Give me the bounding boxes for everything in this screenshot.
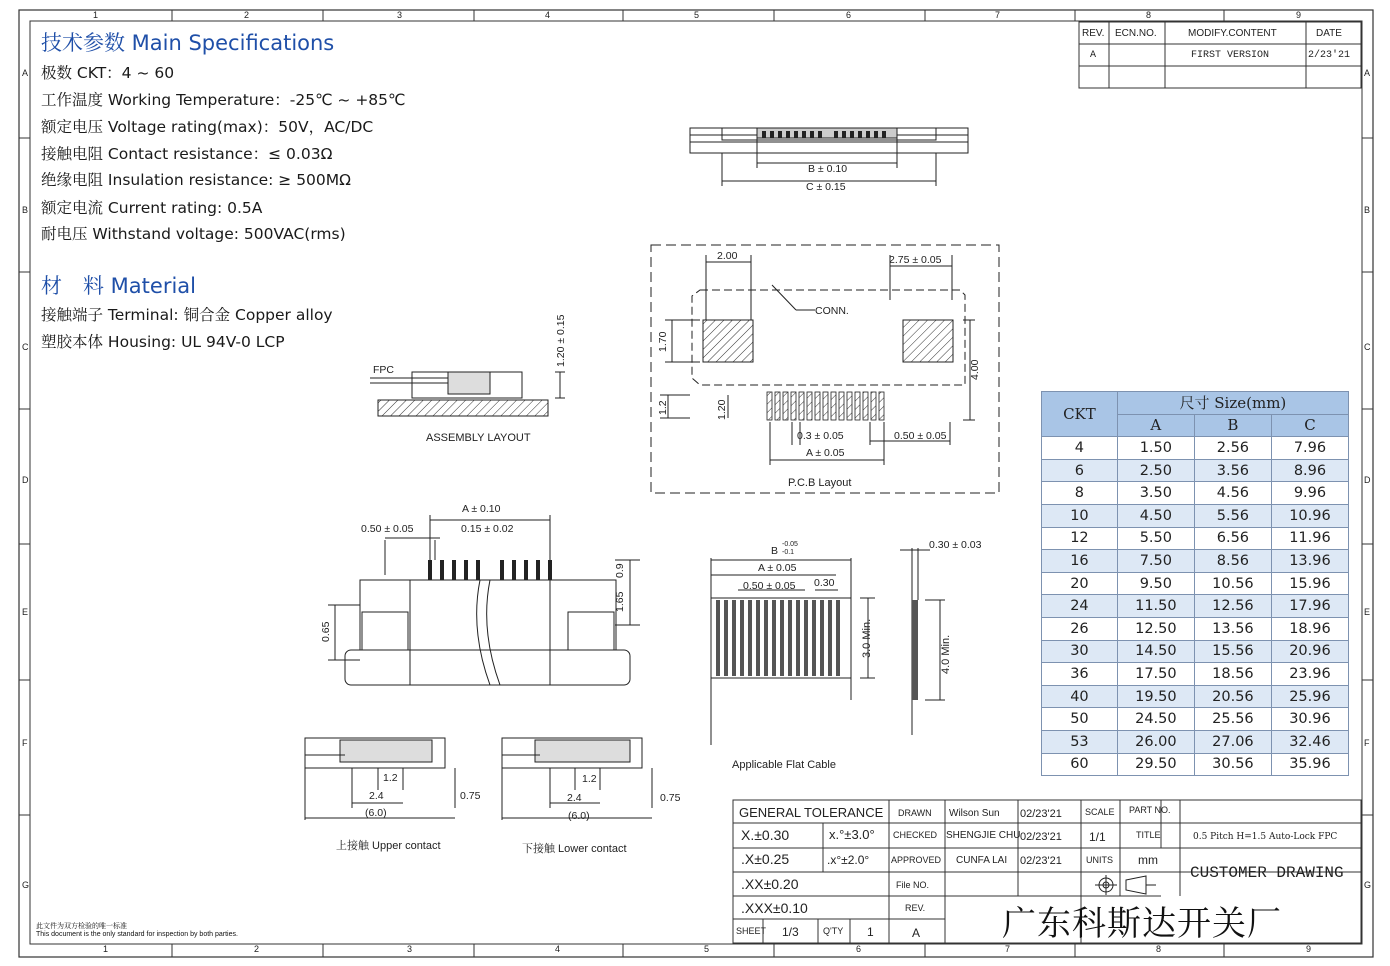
material-line-terminal: 接触端子 Terminal: 铜合金 Copper alloy — [41, 306, 333, 324]
size-table-ckt-cell: 40 — [1042, 685, 1118, 708]
cable-dim-b-tol-down: -0.1 — [782, 549, 795, 556]
zone-label-right-f: F — [1364, 738, 1370, 748]
size-table-value-cell: 8.56 — [1194, 550, 1271, 573]
size-table-value-cell: 20.96 — [1271, 640, 1348, 663]
size-table-value-cell: 2.50 — [1117, 459, 1194, 482]
material-title: 材 料 Material — [41, 274, 196, 298]
scale-value: 1/1 — [1089, 830, 1106, 844]
zone-label-bottom-6: 6 — [856, 944, 862, 954]
zone-label-left-a: A — [22, 68, 29, 78]
upper-dim-1-2: 1.2 — [383, 772, 398, 784]
zone-label-left-f: F — [22, 738, 28, 748]
approved-name: CUNFA LAI — [956, 855, 1008, 866]
size-table — [1041, 391, 1349, 776]
size-table-value-cell: 20.56 — [1194, 685, 1271, 708]
spec-line-current: 额定电流 Current rating: 0.5A — [41, 199, 263, 217]
size-table-value-cell: 32.46 — [1271, 730, 1348, 753]
size-table-row — [1042, 685, 1349, 708]
size-table-col-a: A — [1117, 414, 1194, 437]
size-table-row — [1042, 504, 1349, 527]
zone-label-bottom-8: 8 — [1156, 944, 1162, 954]
spec-line-voltage: 额定电压 Voltage rating(max)：50V，AC/DC — [41, 118, 374, 136]
tolerance-x2: .XX±0.20 — [741, 876, 799, 892]
size-table-value-cell: 26.00 — [1117, 730, 1194, 753]
top-view-drawing — [690, 128, 968, 186]
pcb-dim-1-70: 1.70 — [657, 331, 669, 352]
pcb-dim-2-75: 2.75 ± 0.05 — [889, 254, 942, 266]
zone-label-right-b: B — [1364, 205, 1371, 215]
size-table-value-cell: 4.56 — [1194, 482, 1271, 505]
drawing-title: 0.5 Pitch H=1.5 Auto-Lock FPC — [1193, 832, 1338, 842]
size-table-value-cell: 8.96 — [1271, 459, 1348, 482]
pcb-dim-pad-width: 0.3 ± 0.05 — [797, 430, 844, 442]
front-dim-1-65: 1.65 — [614, 591, 626, 612]
size-table-value-cell: 35.96 — [1271, 753, 1348, 776]
zone-label-top-5: 5 — [694, 10, 700, 20]
size-table-value-cell: 19.50 — [1117, 685, 1194, 708]
material-line-housing: 塑胶本体 Housing: UL 94V-0 LCP — [41, 333, 285, 351]
pcb-dim-a: A ± 0.05 — [806, 447, 845, 459]
zone-label-bottom-3: 3 — [407, 944, 413, 954]
size-table-value-cell: 9.96 — [1271, 482, 1348, 505]
checked-date: 02/23'21 — [1020, 831, 1062, 843]
size-table-row — [1042, 550, 1349, 573]
cable-dim-4-min: 4.0 Min. — [940, 634, 952, 674]
drawn-label: DRAWN — [898, 808, 932, 818]
rev-value: A — [912, 926, 921, 940]
size-table-value-cell: 3.50 — [1117, 482, 1194, 505]
zone-label-right-d: D — [1364, 475, 1371, 485]
checked-name: SHENGJIE CHU — [946, 830, 1021, 841]
size-table-ckt-header: CKT — [1042, 392, 1118, 437]
zone-label-bottom-4: 4 — [555, 944, 561, 954]
zone-label-left-b: B — [22, 205, 29, 215]
assembly-fpc-label: FPC — [373, 364, 394, 376]
sheet-value: 1/3 — [782, 925, 799, 939]
size-table-row — [1042, 459, 1349, 482]
spec-line-temperature: 工作温度 Working Temperature：-25℃ ~ +85℃ — [41, 91, 406, 109]
footer-note-en: This document is the only standard for inspection by both parties. — [36, 931, 238, 938]
size-table-value-cell: 30.56 — [1194, 753, 1271, 776]
size-table-value-cell: 13.56 — [1194, 617, 1271, 640]
rev-row-date: 2/23'21 — [1308, 50, 1351, 61]
size-table-value-cell: 17.96 — [1271, 595, 1348, 618]
footer-note-cn: 此文件为双方检验的唯一标准 — [36, 923, 127, 930]
front-dim-width: 0.15 ± 0.02 — [461, 523, 514, 535]
size-table-value-cell: 18.56 — [1194, 663, 1271, 686]
upper-dim-0-75: 0.75 — [460, 790, 481, 802]
size-table-value-cell: 11.96 — [1271, 527, 1348, 550]
size-table-value-cell: 11.50 — [1117, 595, 1194, 618]
zone-label-right-c: C — [1364, 342, 1371, 352]
size-table-row — [1042, 482, 1349, 505]
size-table-value-cell: 7.96 — [1271, 437, 1348, 460]
zone-label-left-c: C — [22, 342, 29, 352]
size-table-row — [1042, 527, 1349, 550]
tolerance-x3: .XXX±0.10 — [741, 900, 808, 916]
size-table-value-cell: 5.56 — [1194, 504, 1271, 527]
zone-label-right-g: G — [1364, 880, 1372, 890]
rev-header-ecn: ECN.NO. — [1115, 28, 1157, 39]
rev-label: REV. — [905, 903, 926, 913]
checked-label: CHECKED — [893, 830, 938, 840]
general-tolerance-label: GENERAL TOLERANCE — [739, 805, 884, 820]
tolerance-x1: .X±0.25 — [741, 851, 790, 867]
file-no-label: File NO. — [896, 880, 930, 890]
size-table-value-cell: 25.96 — [1271, 685, 1348, 708]
drawn-date: 02/23'21 — [1020, 808, 1062, 820]
size-table-ckt-cell: 10 — [1042, 504, 1118, 527]
spec-line-ckt: 极数 CKT：4 ~ 60 — [41, 64, 175, 82]
cable-conductors — [716, 600, 918, 700]
lower-dim-2-4: 2.4 — [567, 792, 582, 804]
size-table-value-cell: 14.50 — [1117, 640, 1194, 663]
size-table-value-cell: 6.56 — [1194, 527, 1271, 550]
upper-dim-6-0: (6.0) — [365, 807, 387, 819]
rev-row-content: FIRST VERSION — [1191, 50, 1270, 61]
size-table-ckt-cell: 26 — [1042, 617, 1118, 640]
size-table-row — [1042, 730, 1349, 753]
units-value: mm — [1138, 853, 1158, 867]
qty-label: Q'TY — [823, 926, 844, 936]
front-dim-0-65: 0.65 — [320, 621, 332, 642]
size-table-value-cell: 23.96 — [1271, 663, 1348, 686]
assembly-height-dim: 1.20 ± 0.15 — [555, 314, 567, 367]
size-table-value-cell: 2.56 — [1194, 437, 1271, 460]
qty-value: 1 — [867, 925, 874, 939]
title-label: TITLE — [1136, 830, 1161, 840]
size-table-ckt-cell: 16 — [1042, 550, 1118, 573]
zone-label-bottom-1: 1 — [103, 944, 109, 954]
size-table-row — [1042, 617, 1349, 640]
top-view-b-dim: B ± 0.10 — [808, 163, 848, 175]
zone-label-top-4: 4 — [545, 10, 551, 20]
front-dim-pitch: 0.50 ± 0.05 — [361, 523, 414, 535]
size-table-value-cell: 12.50 — [1117, 617, 1194, 640]
lower-contact-drawing — [502, 738, 652, 820]
size-table-value-cell: 3.56 — [1194, 459, 1271, 482]
approved-date: 02/23'21 — [1020, 855, 1062, 867]
spec-line-withstand: 耐电压 Withstand voltage: 500VAC(rms) — [41, 225, 346, 243]
zone-label-right-e: E — [1364, 607, 1371, 617]
drawn-name: Wilson Sun — [949, 808, 1000, 819]
upper-caption: 上接触 Upper contact — [336, 840, 441, 852]
approved-label: APPROVED — [891, 855, 942, 865]
front-view-drawing — [328, 515, 640, 685]
size-table-row — [1042, 663, 1349, 686]
lower-dim-1-2: 1.2 — [582, 773, 597, 785]
assembly-caption: ASSEMBLY LAYOUT — [426, 432, 531, 444]
spec-line-contact-resistance: 接触电阻 Contact resistance：≤ 0.03Ω — [41, 145, 333, 163]
pcb-conn-label: CONN. — [815, 305, 849, 317]
size-table-row — [1042, 572, 1349, 595]
size-table-value-cell: 4.50 — [1117, 504, 1194, 527]
size-table-value-cell: 13.96 — [1271, 550, 1348, 573]
specs-title: 技术参数 Main Specifications — [41, 31, 335, 55]
projection-symbol — [1095, 875, 1156, 895]
scale-label: SCALE — [1085, 807, 1115, 817]
zone-label-top-9: 9 — [1296, 10, 1302, 20]
front-dim-0-9: 0.9 — [614, 563, 626, 578]
size-table-ckt-cell: 20 — [1042, 572, 1118, 595]
lower-dim-0-75: 0.75 — [660, 792, 681, 804]
cable-dim-width: 0.30 — [814, 577, 835, 589]
assembly-drawing — [370, 372, 565, 416]
size-table-value-cell: 24.50 — [1117, 708, 1194, 731]
size-table-ckt-cell: 4 — [1042, 437, 1118, 460]
front-view-pins — [428, 560, 552, 580]
cable-dim-3-min: 3.0 Min. — [861, 618, 873, 658]
zone-label-bottom-2: 2 — [254, 944, 260, 954]
rev-header-date: DATE — [1316, 28, 1342, 39]
zone-label-top-7: 7 — [995, 10, 1001, 20]
size-table-row — [1042, 753, 1349, 776]
rev-header-rev: REV. — [1082, 28, 1105, 39]
size-table-value-cell: 7.50 — [1117, 550, 1194, 573]
spec-line-insulation: 绝缘电阻 Insulation resistance: ≥ 500MΩ — [41, 171, 351, 189]
lower-dim-6-0: (6.0) — [568, 810, 590, 822]
size-table-value-cell: 1.50 — [1117, 437, 1194, 460]
size-table-ckt-cell: 53 — [1042, 730, 1118, 753]
size-table-col-c: C — [1271, 414, 1348, 437]
pcb-dim-4-00: 4.00 — [969, 359, 981, 380]
zone-label-bottom-5: 5 — [704, 944, 710, 954]
size-table-value-cell: 5.50 — [1117, 527, 1194, 550]
cable-dim-pitch: 0.50 ± 0.05 — [743, 580, 796, 592]
size-table-value-cell: 29.50 — [1117, 753, 1194, 776]
units-label: UNITS — [1086, 855, 1113, 865]
zone-label-left-e: E — [22, 607, 29, 617]
size-table-row — [1042, 595, 1349, 618]
size-table-value-cell: 30.96 — [1271, 708, 1348, 731]
angle-tolerance-2: .x°±2.0° — [827, 853, 870, 867]
size-table-row — [1042, 437, 1349, 460]
zone-label-top-2: 2 — [244, 10, 250, 20]
pcb-dim-1-2: 1.2 — [657, 400, 669, 415]
lower-caption: 下接触 Lower contact — [522, 843, 627, 855]
size-table-value-cell: 15.96 — [1271, 572, 1348, 595]
size-table-value-cell: 10.96 — [1271, 504, 1348, 527]
size-table-value-cell: 12.56 — [1194, 595, 1271, 618]
size-table-group-header: 尺寸 Size(mm) — [1117, 392, 1348, 415]
size-table-ckt-cell: 36 — [1042, 663, 1118, 686]
size-table-row — [1042, 640, 1349, 663]
tolerance-x: X.±0.30 — [741, 827, 790, 843]
pcb-dim-pitch: 0.50 ± 0.05 — [894, 430, 947, 442]
size-table-value-cell: 17.50 — [1117, 663, 1194, 686]
size-table-value-cell: 27.06 — [1194, 730, 1271, 753]
cable-dim-b: B — [771, 545, 779, 557]
size-table-ckt-cell: 8 — [1042, 482, 1118, 505]
size-table-value-cell: 15.56 — [1194, 640, 1271, 663]
zone-label-left-g: G — [22, 880, 30, 890]
company-name: 广东科斯达开关厂 — [1002, 904, 1282, 944]
size-table-ckt-cell: 30 — [1042, 640, 1118, 663]
size-table-ckt-cell: 24 — [1042, 595, 1118, 618]
cable-dim-thickness: 0.30 ± 0.03 — [929, 539, 982, 551]
rev-row-rev: A — [1090, 50, 1097, 61]
zone-label-top-6: 6 — [846, 10, 852, 20]
size-table-value-cell: 18.96 — [1271, 617, 1348, 640]
size-table-ckt-cell: 60 — [1042, 753, 1118, 776]
customer-drawing-label: CUSTOMER DRAWING — [1190, 864, 1344, 882]
part-no-label: PART NO. — [1129, 805, 1171, 815]
pcb-pads — [767, 392, 884, 420]
zone-label-bottom-9: 9 — [1306, 944, 1312, 954]
cable-caption: Applicable Flat Cable — [732, 759, 836, 771]
size-table-ckt-cell: 6 — [1042, 459, 1118, 482]
upper-dim-2-4: 2.4 — [369, 790, 384, 802]
rev-header-content: MODIFY.CONTENT — [1188, 28, 1277, 39]
zone-label-left-d: D — [22, 475, 29, 485]
size-table-ckt-cell: 12 — [1042, 527, 1118, 550]
size-table-value-cell: 25.56 — [1194, 708, 1271, 731]
size-table-row — [1042, 708, 1349, 731]
zone-label-top-1: 1 — [93, 10, 99, 20]
front-dim-a: A ± 0.10 — [462, 503, 501, 515]
zone-label-top-3: 3 — [397, 10, 403, 20]
pcb-dim-1-20: 1.20 — [716, 399, 728, 420]
pcb-dim-2-00: 2.00 — [717, 250, 738, 262]
pcb-caption: P.C.B Layout — [788, 477, 852, 489]
size-table-value-cell: 9.50 — [1117, 572, 1194, 595]
angle-tolerance-1: x.°±3.0° — [829, 827, 875, 842]
size-table-col-b: B — [1194, 414, 1271, 437]
size-table-body — [1042, 437, 1349, 776]
size-table-ckt-cell: 50 — [1042, 708, 1118, 731]
zone-label-top-8: 8 — [1146, 10, 1152, 20]
sheet-label: SHEET — [736, 926, 767, 936]
cable-dim-b-tol-up: -0.05 — [782, 541, 798, 548]
zone-label-right-a: A — [1364, 68, 1371, 78]
cable-dim-a: A ± 0.05 — [758, 562, 797, 574]
size-table-value-cell: 10.56 — [1194, 572, 1271, 595]
zone-label-bottom-7: 7 — [1005, 944, 1011, 954]
top-view-c-dim: C ± 0.15 — [806, 181, 846, 193]
